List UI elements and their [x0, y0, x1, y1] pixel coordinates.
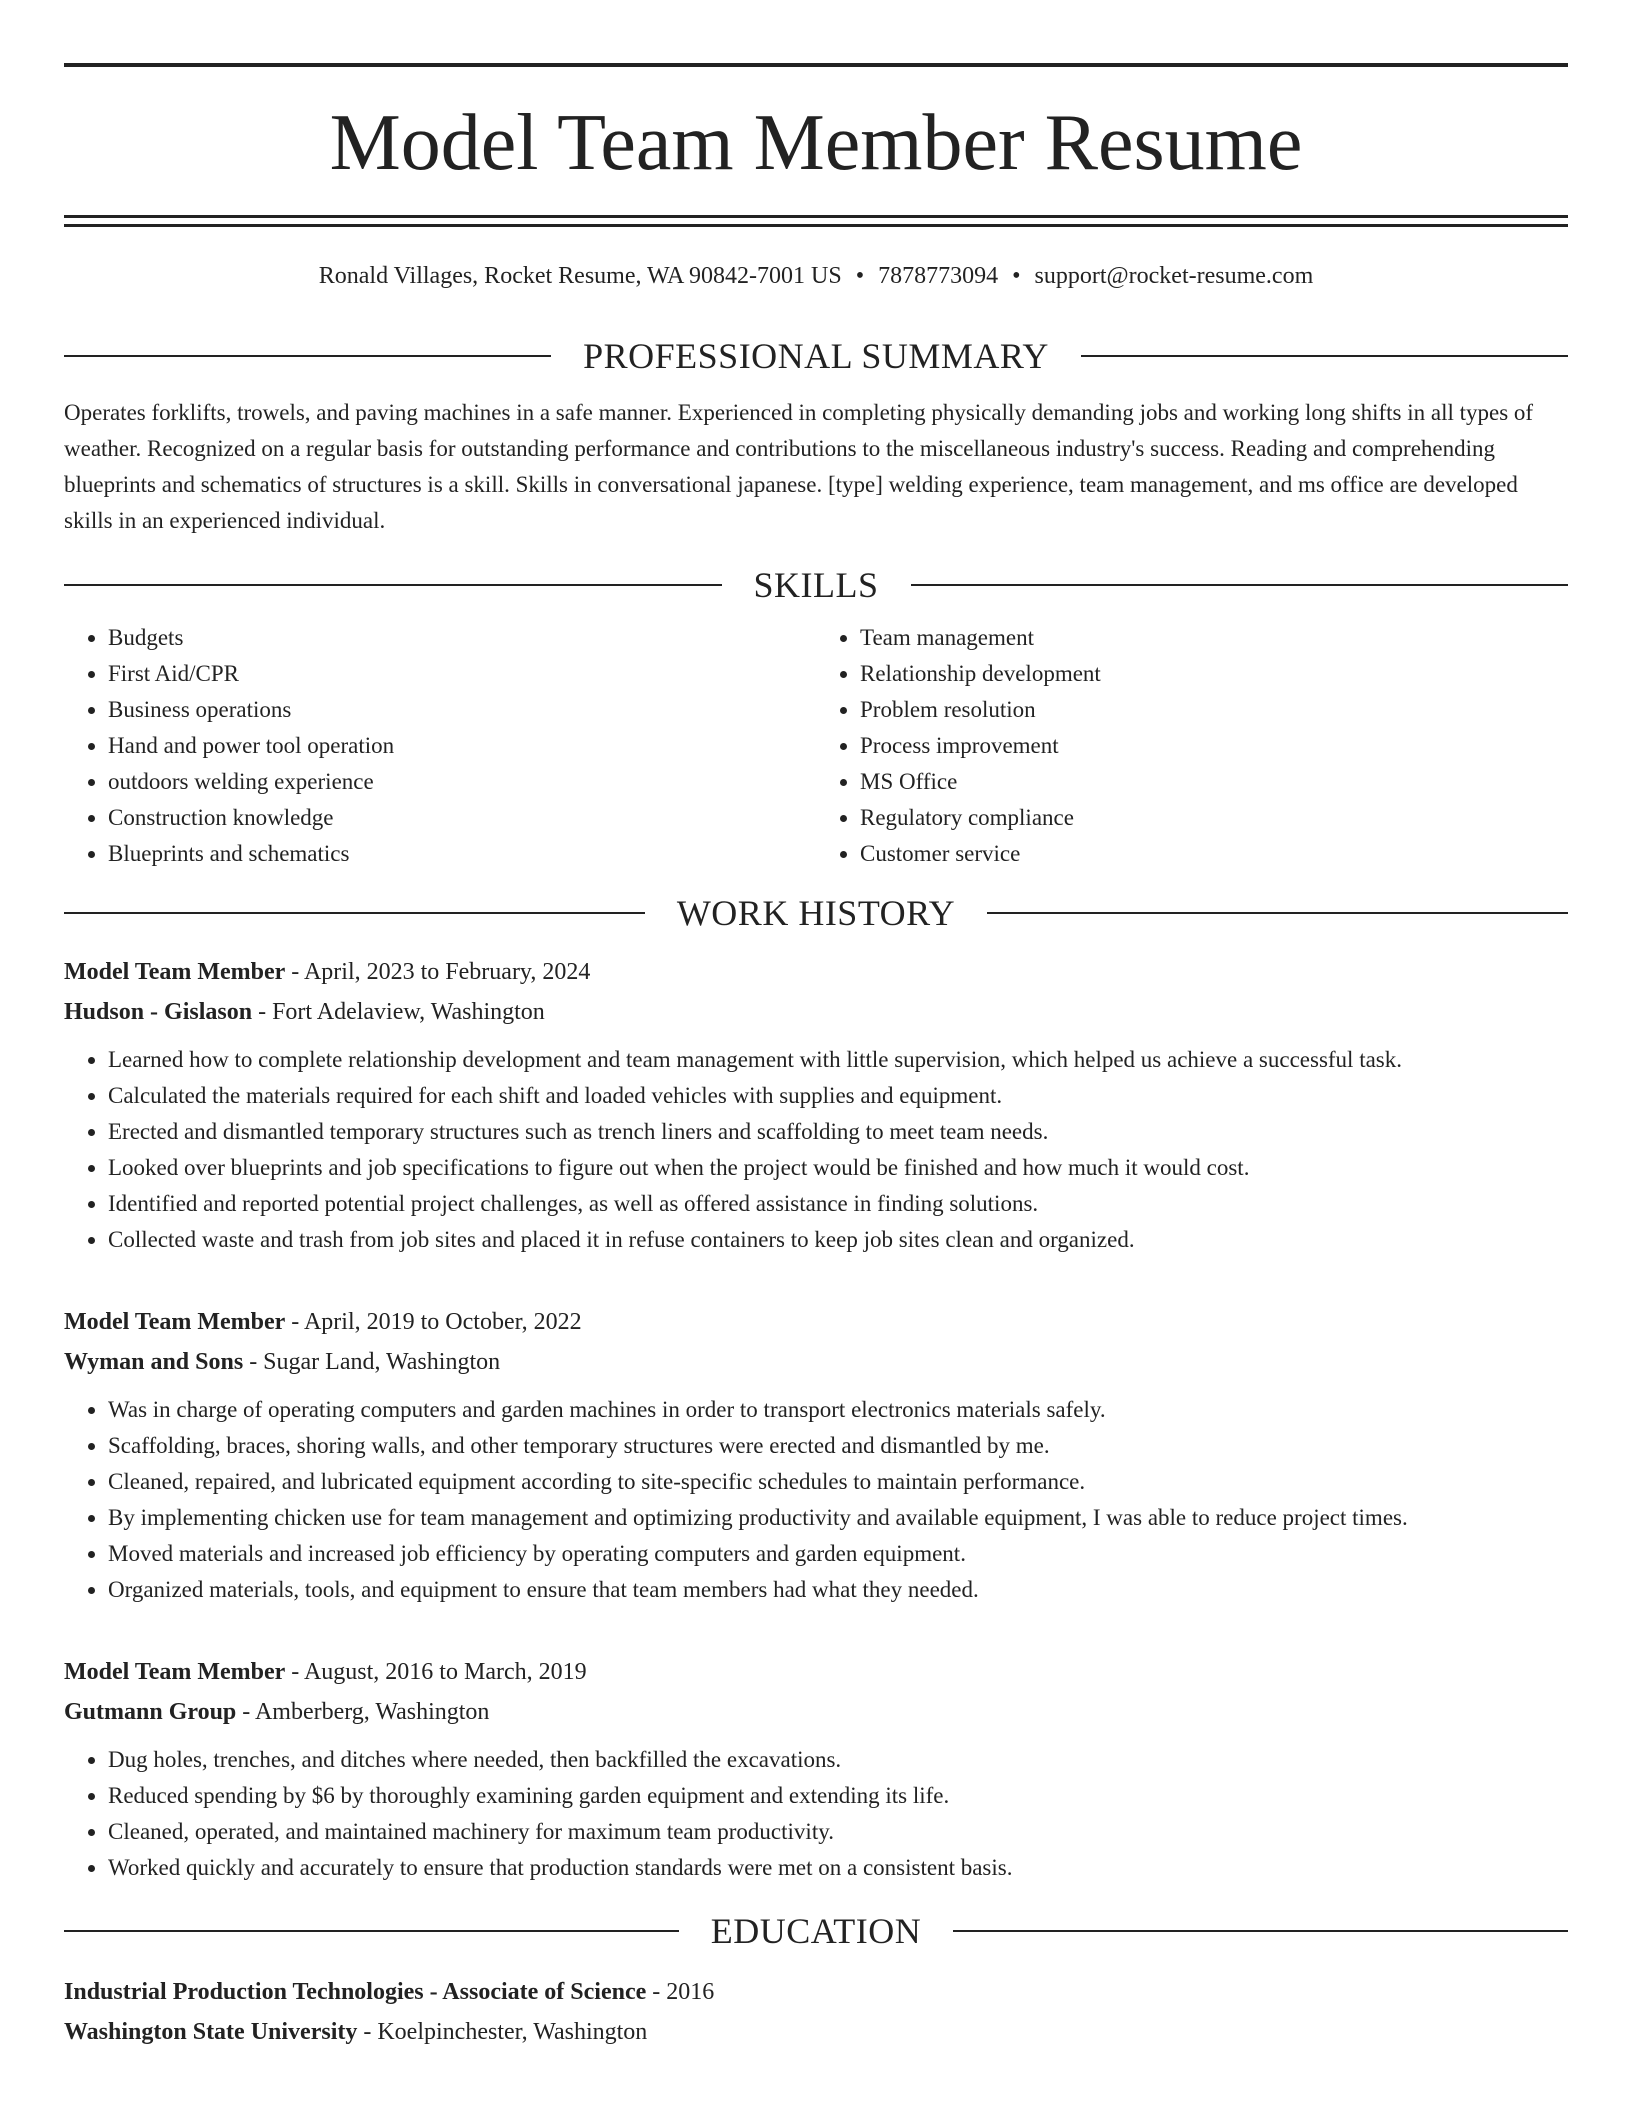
job-bullet: • Was in charge of operating computers and garden machines in order to transport electronics materials safely.: [108, 1392, 1568, 1428]
job-company: Hudson - Gislason: [64, 999, 253, 1025]
job-bullet: • Scaffolding, braces, shoring walls, and other temporary structures were erected and dismantled by me.: [108, 1428, 1568, 1464]
section-heading-work-history: [64, 890, 1568, 936]
skill-item: • Process improvement: [860, 728, 1568, 764]
education-degree-line: [64, 1972, 1568, 2012]
summary-text: Operates forklifts, trowels, and paving machines in a safe manner. Experienced in completing physically demanding jobs and working long shifts in all types of weather. Recognized on a regular basis for outstanding performance and contributions to the miscellaneous industry's success. Reading and comprehending blueprints and schematics of structures is a skill. Skills in conversational japanese. [type] welding experience, team management, and ms office are developed skills in an experienced individual.: [64, 400, 1534, 533]
job-entry: [64, 1652, 1568, 1886]
job-bullet: • Cleaned, operated, and maintained machinery for maximum team productivity.: [108, 1814, 1568, 1850]
job-bullet: • Erected and dismantled temporary structures such as trench liners and scaffolding to meet team needs.: [108, 1114, 1568, 1150]
skill-item: • Budgets: [108, 620, 816, 656]
job-title-line: [64, 1652, 1568, 1692]
job-bullets: [64, 1392, 1568, 1608]
heading-rule: [64, 912, 645, 914]
heading-rule: [1081, 355, 1568, 357]
skill-item: • Construction knowledge: [108, 800, 816, 836]
job-company: Gutmann Group: [64, 1699, 237, 1725]
job-bullet: • Organized materials, tools, and equipment to ensure that team members had what they needed.: [108, 1572, 1568, 1608]
education-school: Washington State University: [64, 2019, 358, 2045]
heading-rule: [953, 1930, 1568, 1932]
section-heading-summary: [64, 333, 1568, 379]
page-title: Model Team Member Resume: [329, 99, 1303, 187]
education-school-line: [64, 2012, 1568, 2052]
skill-item: • outdoors welding experience: [108, 764, 816, 800]
section-title: PROFESSIONAL SUMMARY: [583, 336, 1049, 376]
contact-separator: •: [1012, 263, 1021, 289]
top-rule: [64, 63, 1568, 67]
heading-rule: [987, 912, 1568, 914]
job-title: Model Team Member: [64, 1309, 286, 1335]
section-title: EDUCATION: [710, 1911, 922, 1951]
job-title: Model Team Member: [64, 1659, 286, 1685]
job-bullet: • By implementing chicken use for team management and optimizing productivity and available equipment, I was able to reduce project times.: [108, 1500, 1568, 1536]
skill-item: • Customer service: [860, 836, 1568, 872]
skills-list-right: [816, 620, 1568, 872]
job-bullet: • Learned how to complete relationship development and team management with little supervision, which helped us achieve a successful task.: [108, 1042, 1568, 1078]
skills-columns: [64, 620, 1568, 872]
skill-item: • MS Office: [860, 764, 1568, 800]
contact-separator: •: [855, 263, 865, 289]
job-bullet: • Collected waste and trash from job sites and placed it in refuse containers to keep job sites clean and organized.: [108, 1222, 1568, 1258]
education-location: - Koelpinchester, Washington: [357, 2019, 648, 2045]
job-bullet: • Reduced spending by $6 by thoroughly examining garden equipment and extending its life.: [108, 1778, 1568, 1814]
job-bullets: [64, 1742, 1568, 1886]
skill-item: • Relationship development: [860, 656, 1568, 692]
section-heading-skills: [64, 562, 1568, 608]
skill-item: • Business operations: [108, 692, 816, 728]
job-bullet: • Cleaned, repaired, and lubricated equipment according to site-specific schedules to maintain performance.: [108, 1464, 1568, 1500]
education-entry: [64, 1972, 1568, 2052]
skill-item: • Team management: [860, 620, 1568, 656]
job-bullet: • Looked over blueprints and job specifications to figure out when the project would be finished and how much it would cost.: [108, 1150, 1568, 1186]
job-dates: - April, 2023 to February, 2024: [285, 959, 591, 985]
contact-line: [64, 263, 1568, 303]
job-entry: [64, 1302, 1568, 1608]
skill-item: • Regulatory compliance: [860, 800, 1568, 836]
job-entry: [64, 952, 1568, 1258]
skill-item: • Hand and power tool operation: [108, 728, 816, 764]
heading-rule: [64, 1930, 679, 1932]
job-title-line: [64, 952, 1568, 992]
job-bullet: • Identified and reported potential project challenges, as well as offered assistance in finding solutions.: [108, 1186, 1568, 1222]
job-bullet: • Worked quickly and accurately to ensure that production standards were met on a consistent basis.: [108, 1850, 1568, 1886]
job-bullets: [64, 1042, 1568, 1258]
job-location: - Fort Adelaview, Washington: [252, 999, 545, 1025]
job-location: - Amberberg, Washington: [236, 1699, 490, 1725]
title-double-rule: [64, 215, 1568, 227]
contact-address: Ronald Villages, Rocket Resume, WA 90842-7001 US: [318, 263, 842, 289]
heading-rule: [64, 355, 551, 357]
section-title: SKILLS: [753, 565, 879, 605]
job-company-line: [64, 1342, 1568, 1382]
skill-item: • Blueprints and schematics: [108, 836, 816, 872]
job-company: Wyman and Sons: [64, 1349, 244, 1375]
section-title: WORK HISTORY: [676, 893, 956, 933]
skills-list-left: [64, 620, 816, 872]
job-dates: - August, 2016 to March, 2019: [285, 1659, 587, 1685]
skill-item: • Problem resolution: [860, 692, 1568, 728]
job-dates: - April, 2019 to October, 2022: [285, 1309, 582, 1335]
job-company-line: [64, 992, 1568, 1032]
education-degree: Industrial Production Technologies - Associate of Science: [64, 1979, 647, 2005]
job-bullet: • Moved materials and increased job efficiency by operating computers and garden equipment.: [108, 1536, 1568, 1572]
contact-phone: 7878773094: [878, 263, 999, 289]
section-heading-education: [64, 1908, 1568, 1954]
contact-email: support@rocket-resume.com: [1034, 263, 1314, 289]
job-company-line: [64, 1692, 1568, 1732]
job-bullet: • Calculated the materials required for each shift and loaded vehicles with supplies and equipment.: [108, 1078, 1568, 1114]
heading-rule: [64, 584, 722, 586]
education-year: - 2016: [646, 1979, 715, 2005]
heading-rule: [911, 584, 1569, 586]
job-title: Model Team Member: [64, 959, 286, 985]
job-bullet: • Dug holes, trenches, and ditches where needed, then backfilled the excavations.: [108, 1742, 1568, 1778]
job-title-line: [64, 1302, 1568, 1342]
job-location: - Sugar Land, Washington: [243, 1349, 501, 1375]
skill-item: • First Aid/CPR: [108, 656, 816, 692]
